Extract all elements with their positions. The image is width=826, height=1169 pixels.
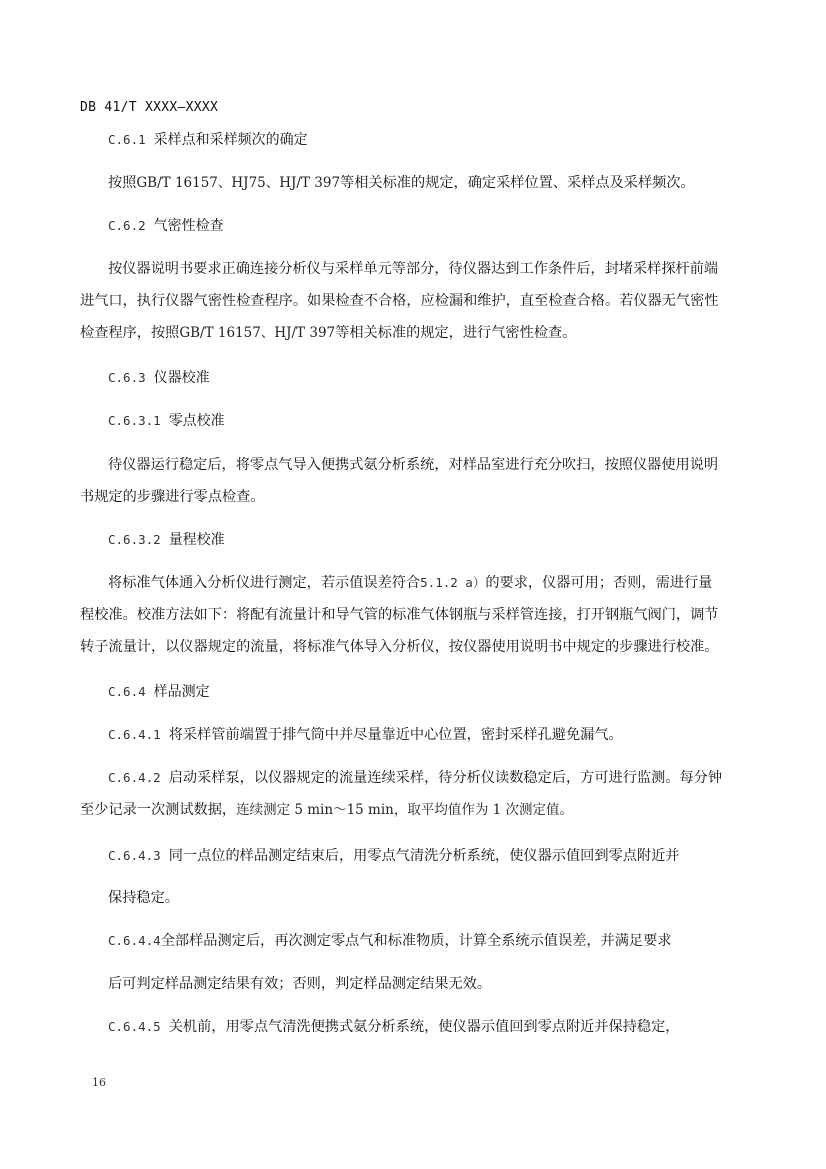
section-number: C.6.2 [108, 218, 146, 233]
paragraph-c632-line1 [108, 573, 712, 593]
paragraph-c61 [108, 173, 695, 193]
paragraph-c62-line3 [80, 323, 576, 343]
paragraph-text: 连续测定 5 min～15 min，取平均值作为 1 次测定值。 [236, 802, 574, 818]
paragraph-c632-line2: 程校准。校准方法如下：将配有流量计和导气管的标准气体钢瓶与采样管连接，打开钢瓶气阀门，调节 [80, 607, 719, 623]
paragraph-c62-line2: 进气口，执行仪器气密性检查程序。如果检查不合格，应检漏和维护，直至检查合格。若仪器无气密性 [80, 293, 719, 309]
paragraph-c641 [108, 725, 623, 745]
section-title: 仪器校准 [153, 370, 210, 386]
standard-reference: GB/T 16157、HJ/T 397 [179, 325, 336, 341]
paragraph-text: 至少记录一次测试数据， [80, 802, 237, 818]
paragraph-text: 全部样品测定后，再次测定零点气和标准物质，计算全系统示值误差，并满足要求 [160, 933, 672, 949]
section-number: C.6.3.2 [108, 532, 161, 547]
paragraph-c642-line2 [80, 800, 573, 820]
section-heading-c64 [108, 682, 210, 702]
section-heading-c63 [108, 368, 210, 388]
paragraph-text: 的要求，仪器可用；否则，需进行量 [485, 575, 713, 591]
section-title: 采样点和采样频次的确定 [153, 132, 308, 148]
paragraph-c632-line3: 转子流量计，以仪器规定的流量，将标准气体导入分析仪，按仪器使用说明书中规定的步骤进行校准。 [80, 639, 719, 655]
standard-reference: GB/T 16157、HJ75、HJ/T 397 [136, 175, 341, 191]
section-title: 样品测定 [153, 684, 210, 700]
section-number: C.6.4.5 [108, 1019, 161, 1034]
section-number: C.6.3 [108, 370, 146, 385]
section-number: C.6.4.2 [108, 770, 161, 785]
paragraph-text: 等相关标准的规定，确定采样位置、采样点及采样频次。 [340, 175, 695, 191]
paragraph-c643-line1 [108, 846, 679, 866]
section-title: 量程校准 [168, 532, 225, 548]
section-heading-c632 [108, 530, 225, 550]
paragraph-c645-line1 [108, 1017, 679, 1037]
paragraph-c631-line1: 待仪器运行稳定后，将零点气导入便携式氨分析系统，对样品室进行充分吹扫，按照仪器使用说明 [108, 457, 719, 473]
paragraph-text: 将采样管前端置于排气筒中并尽量靠近中心位置，密封采样孔避免漏气。 [168, 727, 623, 743]
section-title: 零点校准 [168, 413, 225, 429]
section-heading-c631 [108, 411, 225, 431]
paragraph-c644-line1 [108, 931, 671, 951]
paragraph-text: 启动采样泵，以仪器规定的流量连续采样，待分析仪读数稳定后，方可进行监测。每分钟 [168, 770, 723, 786]
paragraph-c643-line2: 保持稳定。 [108, 890, 179, 906]
paragraph-c631-line2: 书规定的步骤进行零点检查。 [80, 489, 265, 505]
section-heading-c62 [108, 216, 224, 236]
section-heading-c61 [108, 130, 308, 150]
section-number: C.6.3.1 [108, 413, 161, 428]
paragraph-text: 将标准气体通入分析仪进行测定，若示值误差符合 [108, 575, 421, 591]
document-identifier: DB 41/T XXXX—XXXX [80, 100, 219, 115]
paragraph-text: 按照 [108, 175, 137, 191]
paragraph-text: 等相关标准的规定，进行气密性检查。 [335, 325, 577, 341]
clause-reference: 5.1.2 a） [420, 575, 486, 590]
section-number: C.6.4.3 [108, 848, 161, 863]
section-number: C.6.4.4 [108, 933, 161, 948]
section-number: C.6.4.1 [108, 727, 161, 742]
section-number: C.6.4 [108, 684, 146, 699]
section-number: C.6.1 [108, 132, 146, 147]
paragraph-text: 检查程序，按照 [80, 325, 180, 341]
paragraph-c62-line1: 按仪器说明书要求正确连接分析仪与采样单元等部分，待仪器达到工作条件后，封堵采样探杆前端 [108, 261, 719, 277]
section-title: 气密性检查 [153, 218, 224, 234]
paragraph-text: 关机前，用零点气清洗便携式氨分析系统，使仪器示值回到零点附近并保持稳定， [168, 1019, 680, 1035]
paragraph-c642-line1 [108, 768, 722, 788]
paragraph-text: 同一点位的样品测定结束后，用零点气清洗分析系统，使仪器示值回到零点附近并 [168, 848, 680, 864]
paragraph-c644-line2: 后可判定样品测定结果有效；否则，判定样品测定结果无效。 [108, 976, 492, 992]
page-number: 16 [92, 1076, 106, 1089]
